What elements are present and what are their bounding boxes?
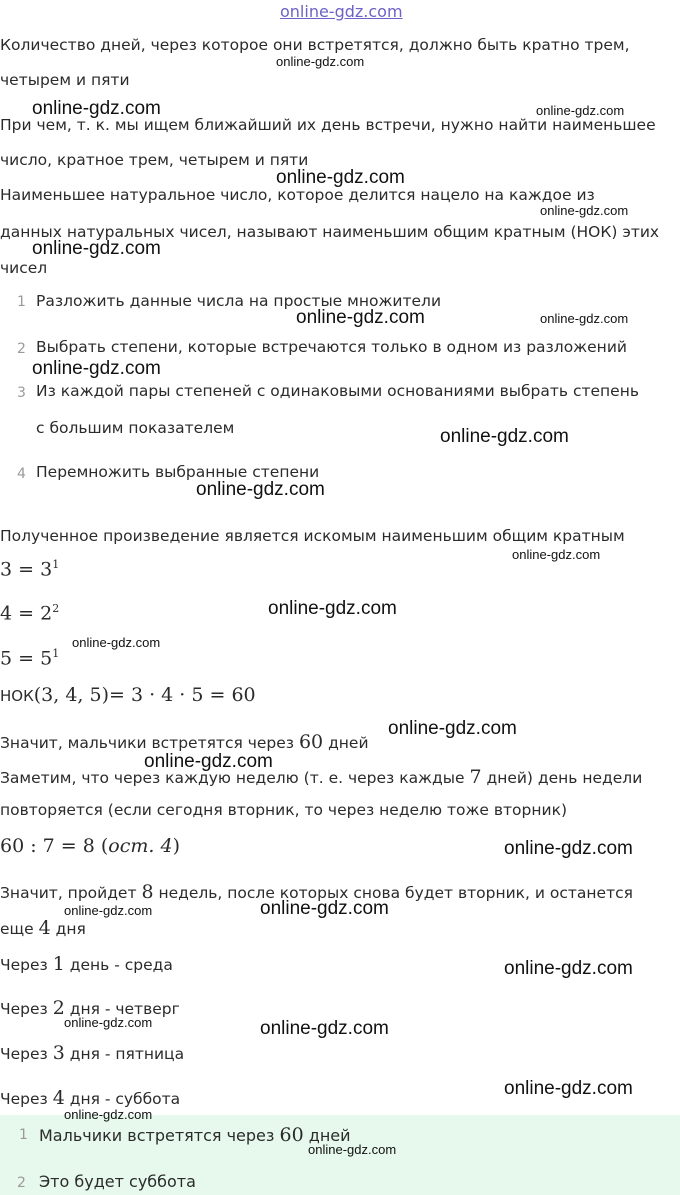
- watermark: online-gdz.com: [144, 751, 273, 772]
- paragraph-text: Количество дней, через которое они встретятся, должно быть кратно трем,: [0, 36, 630, 54]
- watermark: online-gdz.com: [260, 898, 389, 919]
- step-text: с большим показателем: [36, 419, 235, 437]
- step-number: 2: [17, 341, 26, 357]
- watermark: online-gdz.com: [308, 1142, 397, 1157]
- answer-number: 1: [19, 1127, 28, 1143]
- paragraph-text: Заметим, что через каждую неделю (т. е. через каждые 7 дней) день недели: [0, 766, 643, 788]
- watermark: online-gdz.com: [536, 103, 625, 118]
- watermark: online-gdz.com: [440, 426, 569, 447]
- paragraph-text: повторяется (если сегодня вторник, то через неделю тоже вторник): [0, 801, 567, 819]
- paragraph-text: Значит, пройдет 8 недель, после которых снова будет вторник, и останется: [0, 881, 633, 903]
- watermark: online-gdz.com: [504, 958, 633, 979]
- watermark: online-gdz.com: [296, 307, 425, 328]
- watermark: online-gdz.com: [32, 238, 161, 259]
- factorization-3: $3 = 3^1$: [0, 558, 60, 581]
- step-text: Из каждой пары степеней с одинаковыми основаниями выбрать степень: [36, 382, 639, 400]
- step-text: Выбрать степени, которые встречаются только в одном из разложений: [36, 338, 627, 356]
- paragraph-text: четырем и пяти: [0, 71, 130, 89]
- watermark: online-gdz.com: [540, 203, 629, 218]
- step-number: 1: [17, 294, 26, 310]
- day-line: Через 3 дня - пятница: [0, 1042, 185, 1064]
- watermark: online-gdz.com: [196, 479, 325, 500]
- answer-number: 2: [17, 1175, 26, 1191]
- watermark: online-gdz.com: [64, 1107, 153, 1122]
- watermark: online-gdz.com: [540, 311, 629, 326]
- watermark: online-gdz.com: [32, 98, 161, 119]
- step-text: Разложить данные числа на простые множители: [36, 292, 442, 310]
- watermark: online-gdz.com: [504, 1078, 633, 1099]
- paragraph-text: При чем, т. к. мы ищем ближайший их день встречи, нужно найти наименьшее: [0, 116, 656, 134]
- watermark: online-gdz.com: [260, 1018, 389, 1039]
- meet-days-text: Значит, мальчики встретятся через 60 дней: [0, 731, 369, 753]
- watermark: online-gdz.com: [268, 598, 397, 619]
- paragraph-text: Полученное произведение является искомым наименьшим общим кратным: [0, 527, 625, 545]
- watermark: online-gdz.com: [276, 54, 365, 69]
- watermark: online-gdz.com: [504, 838, 633, 859]
- lcm-formula: НОК(3, 4, 5)= 3 · 4 · 5 = 60: [0, 684, 256, 706]
- paragraph-text: число, кратное трем, четырем и пяти: [0, 151, 309, 169]
- paragraph-text: чисел: [0, 259, 48, 277]
- paragraph-text: еще 4 дня: [0, 917, 86, 939]
- watermark: online-gdz.com: [72, 635, 161, 650]
- day-line: Через 1 день - среда: [0, 953, 173, 975]
- paragraph-text: данных натуральных чисел, называют наименьшим общим кратным (НОК) этих: [0, 223, 660, 241]
- watermark: online-gdz.com: [276, 167, 405, 188]
- answer-text: Это будет суббота: [39, 1172, 196, 1191]
- day-line: Через 2 дня - четверг: [0, 997, 180, 1019]
- step-text: Перемножить выбранные степени: [36, 463, 320, 481]
- watermark: online-gdz.com: [512, 547, 601, 562]
- day-line: Через 4 дня - суббота: [0, 1087, 181, 1109]
- site-link[interactable]: online-gdz.com: [280, 2, 403, 21]
- watermark: online-gdz.com: [64, 903, 153, 918]
- watermark: online-gdz.com: [64, 1015, 153, 1030]
- watermark: online-gdz.com: [32, 358, 161, 379]
- watermark: online-gdz.com: [388, 718, 517, 739]
- factorization-4: $4 = 2^2$: [0, 602, 60, 625]
- step-number: 4: [17, 466, 26, 482]
- step-number: 3: [17, 385, 26, 401]
- paragraph-text: Наименьшее натуральное число, которое делится нацело на каждое из: [0, 186, 595, 204]
- division-formula: 60 : 7 = 8 (ост. 4): [0, 835, 180, 857]
- factorization-5: $5 = 5^1$: [0, 647, 60, 670]
- answer-text: Мальчики встретятся через 60 дней: [39, 1124, 351, 1146]
